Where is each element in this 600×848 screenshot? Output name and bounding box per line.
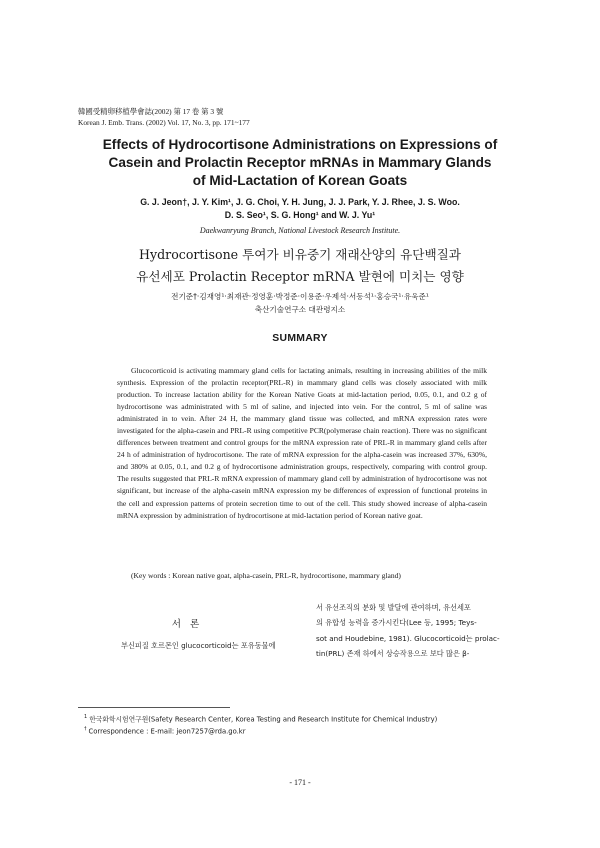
title-line-3: of Mid-Lactation of Korean Goats [192,173,408,188]
intro-right-line-1: 서 유선조직의 분화 및 발달에 관여하며, 유선세포 [316,603,471,612]
authors-line-1: G. J. Jeon†, J. Y. Kim¹, J. G. Choi, Y. H. Jung, J. J. Park, Y. J. Rhee, J. S. Woo. [140,197,460,207]
footnote-2-mark: † [84,726,87,732]
footnote-1 [84,712,437,724]
summary-heading: SUMMARY [272,333,328,344]
intro-right-line-2: 의 유합성 능력을 증가시킨다(Lee 등, 1995; Teys- [316,618,477,628]
intro-left-column: 부신피질 호르몬인 glucocorticoid는 포유동물에 [121,641,276,650]
korean-title-line-1: Hydrocortisone 투여가 비유중기 재래산양의 유단백질과 [139,247,461,262]
abstract-body: Glucocorticoid is activating mammary gland cells for lactating animals, resulting in increasing abilities of the milk synthesis. Expression of the prolactin receptor(PRL-R) in mammary gland cells was closely associated with milk production. To increase lactation ability for the Korean Native Goats at mid-lactation period, 0.05, 0.1, and 0.2 g of hydrocortisone was administrated with 5 ml of saline, and injected into vein. For the control, 5 ml of saline was administrated in to vein. After 24 H, the mammary gland tissue was collected, and mRNA expression rates were investigated for the alpha-casein and PRL-R using competitive PCR(polymerase chain reaction). There was no significant differences between treatment and control groups for the mRNA expression rate of PRL-R in mammary gland cells after 24 h of administration of hydrocortisone. The rate of mRNA expression for the alpha-casein was increased 37%, 630%, and 380% at 0.05, 0.1, and 0.2 g of hydrocortisone administration groups, respectively, comparing with control group. The results suggested that PRL-R mRNA expression of mammary gland cell by administration of hydrocortisone was not significant, but increase of the alpha-casein mRNA expression my be differences of expression of functional proteins in the cell and expression patterns of protein secretion time to out of the cell. This study showed increase of alpha-casein mRNA expression by administration of hydrocortisone at mid-lactation period of Korean native goat. [117,366,487,520]
title-line-2: Casein and Prolactin Receptor mRNAs in Mammary Glands [108,155,492,170]
footnote-2 [84,724,246,736]
korean-title [60,244,540,288]
footnote-1-mark: 1 [84,714,88,720]
korean-affiliation: 축산기술연구소 대관령지소 [254,305,346,314]
intro-right-line-4: tin(PRL) 존재 하에서 상승작용으로 보다 많은 β- [316,648,470,658]
journal-header-english: Korean J. Emb. Trans. (2002) Vol. 17, No. 3, pp. 171~177 [78,118,250,127]
footnote-1-text: 한국화학시험연구원(Safety Research Center, Korea Testing and Research Institute for Chemical Industry) [89,715,438,724]
keywords: (Key words : Korean native goat, alpha-casein, PRL-R, hydrocortisone, mammary gland) [131,571,401,580]
footnote-2-text: Correspondence : E-mail: jeon7257@rda.go.kr [88,727,246,736]
page-number: - 171 - [289,778,311,787]
paper-title [60,136,540,190]
section-heading-introduction: 서 론 [171,619,203,630]
authors-line-2: D. S. Seo¹, S. G. Hong¹ and W. J. Yu¹ [224,210,376,220]
author-list [60,196,540,222]
title-line-1: Effects of Hydrocortisone Administrations on Expressions of [102,137,498,152]
korean-authors: 전기준†·김재영¹·최재관·정영훈·박정준·이용준·우제석·서동석¹·홍승국¹·유욱준¹ [171,292,429,301]
intro-right-column [316,600,512,661]
journal-header-korean: 韓國受精卵移植學會誌(2002) 第 17 卷 第 3 號 [78,107,224,116]
affiliation: Daekwanryung Branch, National Livestock Research Institute. [199,226,401,235]
korean-title-line-2: 유선세포 Prolactin Receptor mRNA 발현에 미치는 영향 [136,269,464,284]
footnote-divider [78,707,230,708]
intro-right-line-3: sot and Houdebine, 1981). Glucocorticoid는 prolac- [316,633,500,643]
